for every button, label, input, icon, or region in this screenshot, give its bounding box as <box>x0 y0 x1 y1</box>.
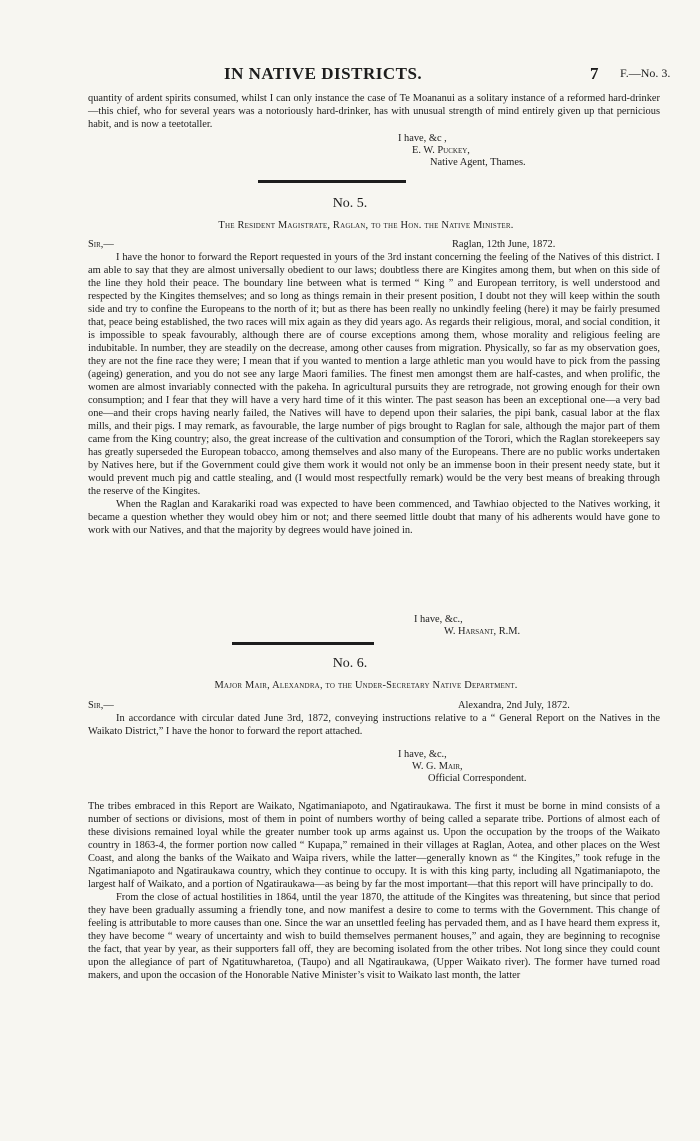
page-number: 7 <box>590 64 599 83</box>
section-divider <box>232 642 374 645</box>
report-body <box>88 800 660 982</box>
report-paragraph-2: From the close of actual hostilities in 1864, until the year 1870, the attitude of the Kingites was threatening, but since that period they have been gradually assuming a friendly tone, and now manifest a desire to come to terms with the Government. This change of feeling is attributable to more causes than one. Since the war an unsettled feeling has pervaded them, and as I have heard them express it, they have become “ weary of uncertainty and wish to build themselves permanent houses,” and again, they are beginning to recognise the fact, that year by year, as their supporters fall off, they are becoming isolated from the other tribes. Not long since they could count upon the allegiance of part of Ngatituwharetoa, (Taupo) and all Ngatiraukawa, (Upper Waikato river). The former have turned road makers, and upon the occasion of the Honorable Native Minister’s visit to Waikato last month, the latter <box>88 892 660 981</box>
letter6-closing: I have, &c., <box>398 749 447 760</box>
continuation-paragraph-block <box>88 92 660 131</box>
letter6-salutation: Sir,— <box>88 700 114 711</box>
letter5-number: No. 5. <box>332 196 368 211</box>
running-title: IN NATIVE DISTRICTS. <box>224 64 423 83</box>
letter6-paragraph: In accordance with circular dated June 3rd, 1872, conveying instructions relative to a “ General Report on the Natives in the Waikato District,” I have the honor to forward the report attached. <box>88 713 660 737</box>
letter5-closing: I have, &c., <box>414 614 463 625</box>
letter5-body <box>88 251 660 537</box>
section-divider <box>258 180 406 183</box>
letter5-place-date: Raglan, 12th June, 1872. <box>452 239 556 250</box>
letter6-signatory: W. G. Mair, <box>412 761 463 772</box>
letter5-signatory: W. Harsant, R.M. <box>444 626 521 637</box>
letter6-place-date: Alexandra, 2nd July, 1872. <box>458 700 570 711</box>
puckey-title: Native Agent, Thames. <box>430 157 526 168</box>
running-head <box>0 64 700 84</box>
letter5-paragraph-1: I have the honor to forward the Report requested in yours of the 3rd instant concerning the feeling of the Natives of this district. I am able to say that they are almost universally obedient to our laws; doubtless there are Kingites among them, but when on this side of the line they hold their peace. The boundary line between what is termed “ King ” and European territory, is well understood and respected by the Kingites themselves; and so long as things remain in their present position, I doubt not they will keep within the south side and try to confine the Europeans to the north of it; but as there has been really no unkindly feeling (here) it may be fairly presumed that, peace being established, the two races will mix again as they did years ago. As regards their religious, moral, and social condition, it is impossible to speak favourably, although there are of course exceptions among them, whose morality and religious feeling are indubitable. In number, they are steadily on the decrease, among other causes from migration. Physically, so far as my observation goes, they are not the fine race they were; I mean that if you wanted to mention a large athletic man you would have to pick from the passing (ageing) generation, and you do not see any large Maori families. The finest men amongst them are half-castes, and when prolific, the women are almost invariably connected with the pakeha. In agricultural pursuits they are retrograde, not growing enough for their own consumption; and I fear that they will have a very hard time of it this winter. The past season has been an exceptional one—a very bad one—and their crops having nearly failed, the Natives will have to depend upon their salaries, the pipi bank, casual labor at the flax mills, and their pigs. I may remark, as favourable, the large number of pigs brought to Raglan for sale, although the major part of them came from the King country; also, the great increase of the cultivation and consumption of the Torori, which the Raglan storekeepers say has greatly superseded the European tobacco, among themselves and also many of the Europeans. There are no public works undertaken by Natives here, but if the Government could give them work it would not only be an immense boon in their present needy state, but it would prevent much pig and cattle stealing, and (I would most respectfully remark) would be the very best means of breaking through the reserve of the Kingites. <box>88 252 660 497</box>
letter6-number: No. 6. <box>332 656 368 671</box>
letter6-address: Major Mair, Alexandra, to the Under-Secretary Native Department. <box>214 680 518 691</box>
document-reference: F.—No. 3. <box>620 66 671 80</box>
letter6-body <box>88 712 660 738</box>
puckey-closing: I have, &c , <box>398 133 447 144</box>
letter5-address: The Resident Magistrate, Raglan, to the Hon. the Native Minister. <box>218 220 514 231</box>
continuation-paragraph: quantity of ardent spirits consumed, whilst I can only instance the case of Te Moananui as a solitary instance of a reformed hard-drinker—this chief, who for several years was a notoriously hard-drinker, has with unusual strength of mind entirely given up that pernicious habit, and is now a teetotaller. <box>88 93 660 130</box>
letter6-title: Official Correspondent. <box>428 773 527 784</box>
report-paragraph-1: The tribes embraced in this Report are Waikato, Ngatimaniapoto, and Ngatiraukawa. The first it must be borne in mind consists of a number of sections or divisions, most of them in point of numbers worthy of being called a separate tribe. Portions of almost each of these divisions remained loyal while the greater number took up arms against us. Upon the occupation by the troops of the Waikato country in 1863-4, the former portion now called “ Kupapa,” remained in their villages at Raglan, Aotea, and other places on the West Coast, and along the banks of the Waikato and Waipa rivers, while the latter—generally known as “ the Kingites,” took refuge in the Ngatimaniapoto and Ngatiraukawa country, which they continue to occupy. It is with this king party, including all Ngatimaniapoto, the largest half of Waikato, and a portion of Ngatiraukawa—as being by far the most important—that this report will have principally to do. <box>88 801 660 890</box>
letter5-salutation: Sir,— <box>88 239 114 250</box>
puckey-signatory: E. W. Puckey, <box>412 145 470 156</box>
letter5-paragraph-2: When the Raglan and Karakariki road was expected to have been commenced, and Tawhiao objected to the Natives working, it became a question whether they would obey him or not; and there seemed little doubt that many of his adherents would have gone to work with our Natives, and that the majority by degrees would have joined in. <box>88 499 660 536</box>
